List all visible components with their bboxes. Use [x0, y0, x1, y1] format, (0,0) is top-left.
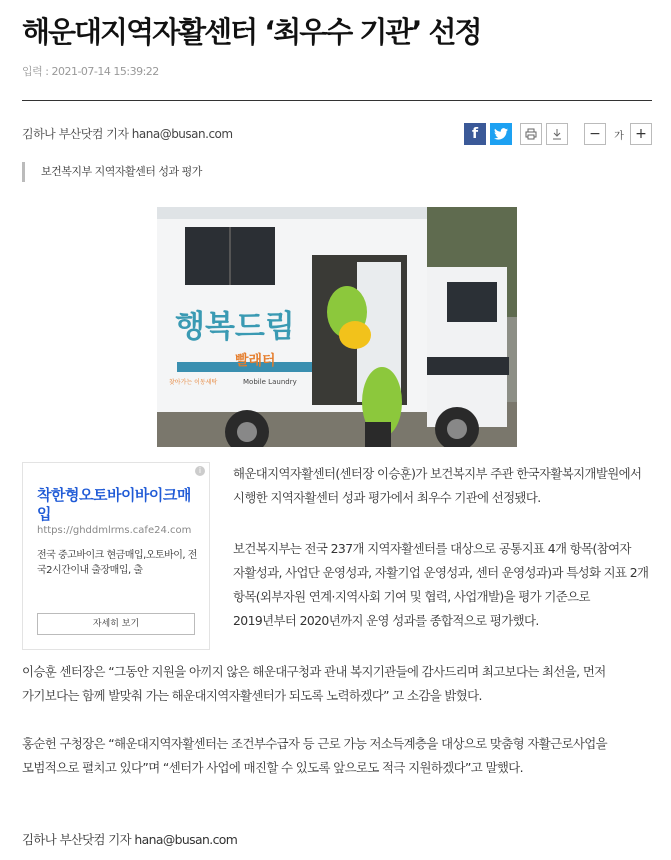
truck-lettering-small: 찾아가는 이동세탁 [169, 379, 218, 386]
article-paragraph-1: 해운대지역자활센터(센터장 이승훈)가 보건복지부 주관 한국자활복지개발원에서 시행한 지역자활센터 성과 평가에서 최우수 기관에 선정됐다. [233, 466, 642, 505]
twitter-icon [494, 128, 508, 140]
ad-info-icon[interactable]: i [195, 466, 205, 476]
ad-title[interactable]: 착한형오토바이바이크매입 [37, 486, 191, 523]
truck-lettering-en: Mobile Laundry [243, 378, 297, 386]
article-subtitle: 보건복지부 지역자활센터 성과 평가 [22, 162, 202, 182]
article-paragraph-3: 이승훈 센터장은 “그동안 지원을 아끼지 않은 해운대구청과 관내 복지기관들에 감사드리며 최고보다는 최선을, 먼저 가기보다는 함께 발맞춰 가는 해운대지역자활센터가 되도록 노력하겠다” 고 소감을 밝혔다. [22, 664, 606, 703]
facebook-icon: f [471, 126, 479, 142]
minus-icon: − [589, 126, 601, 142]
byline-bottom: 김하나 부산닷컴 기자 hana@busan.com [22, 832, 238, 847]
facebook-share-button[interactable] [464, 123, 486, 145]
article-paragraph-2: 보건복지부는 전국 237개 지역자활센터를 대상으로 공통지표 4개 항목(참여자 자활성과, 사업단 운영성과, 자활기업 운영성과, 센터 운영성과)과 특성화 지표 2개 항목(외부자원 연계·지역사회 기여 및 협력, 사업개발)을 평가 기준으로 2019년부터 2020년까지 운영 성과를 종합적으로 평가했다. [233, 541, 649, 628]
ad-description: 전국 중고바이크 현금매입,오토바이, 전국2시간이내 출장매입, 출 [37, 550, 197, 576]
print-button[interactable] [520, 123, 542, 145]
article-photo [157, 207, 517, 447]
ad-box[interactable] [22, 462, 210, 650]
title-divider [22, 100, 652, 101]
truck-lettering-main: 행복드림 [175, 309, 295, 345]
article-title: 해운대지역자활센터 ‘최우수 기관’ 선정 [22, 15, 481, 49]
laundry-truck-image [157, 207, 517, 447]
byline-top: 김하나 부산닷컴 기자 hana@busan.com [22, 127, 233, 141]
publish-date: 입력 : 2021-07-14 15:39:22 [22, 65, 159, 78]
truck-lettering-sub: 빨래터 [235, 353, 276, 369]
twitter-share-button[interactable] [490, 123, 512, 145]
ad-details-button[interactable]: 자세히 보기 [37, 613, 195, 635]
printer-icon [525, 128, 537, 140]
plus-icon: + [635, 126, 647, 142]
font-increase-button[interactable] [630, 123, 652, 145]
download-button[interactable] [546, 123, 568, 145]
download-icon [552, 128, 562, 140]
font-decrease-button[interactable] [584, 123, 606, 145]
article-paragraph-4: 홍순헌 구청장은 “해운대지역자활센터는 조건부수급자 등 근로 가능 저소득계층을 대상으로 맞춤형 자활근로사업을 모범적으로 펼치고 있다”며 “센터가 사업에 매진할 수 있도록 앞으로도 적극 지원하겠다”고 말했다. [22, 736, 607, 775]
font-size-label: 가 [614, 130, 624, 142]
ad-url[interactable]: https://ghddmlrms.cafe24.com [37, 525, 192, 536]
